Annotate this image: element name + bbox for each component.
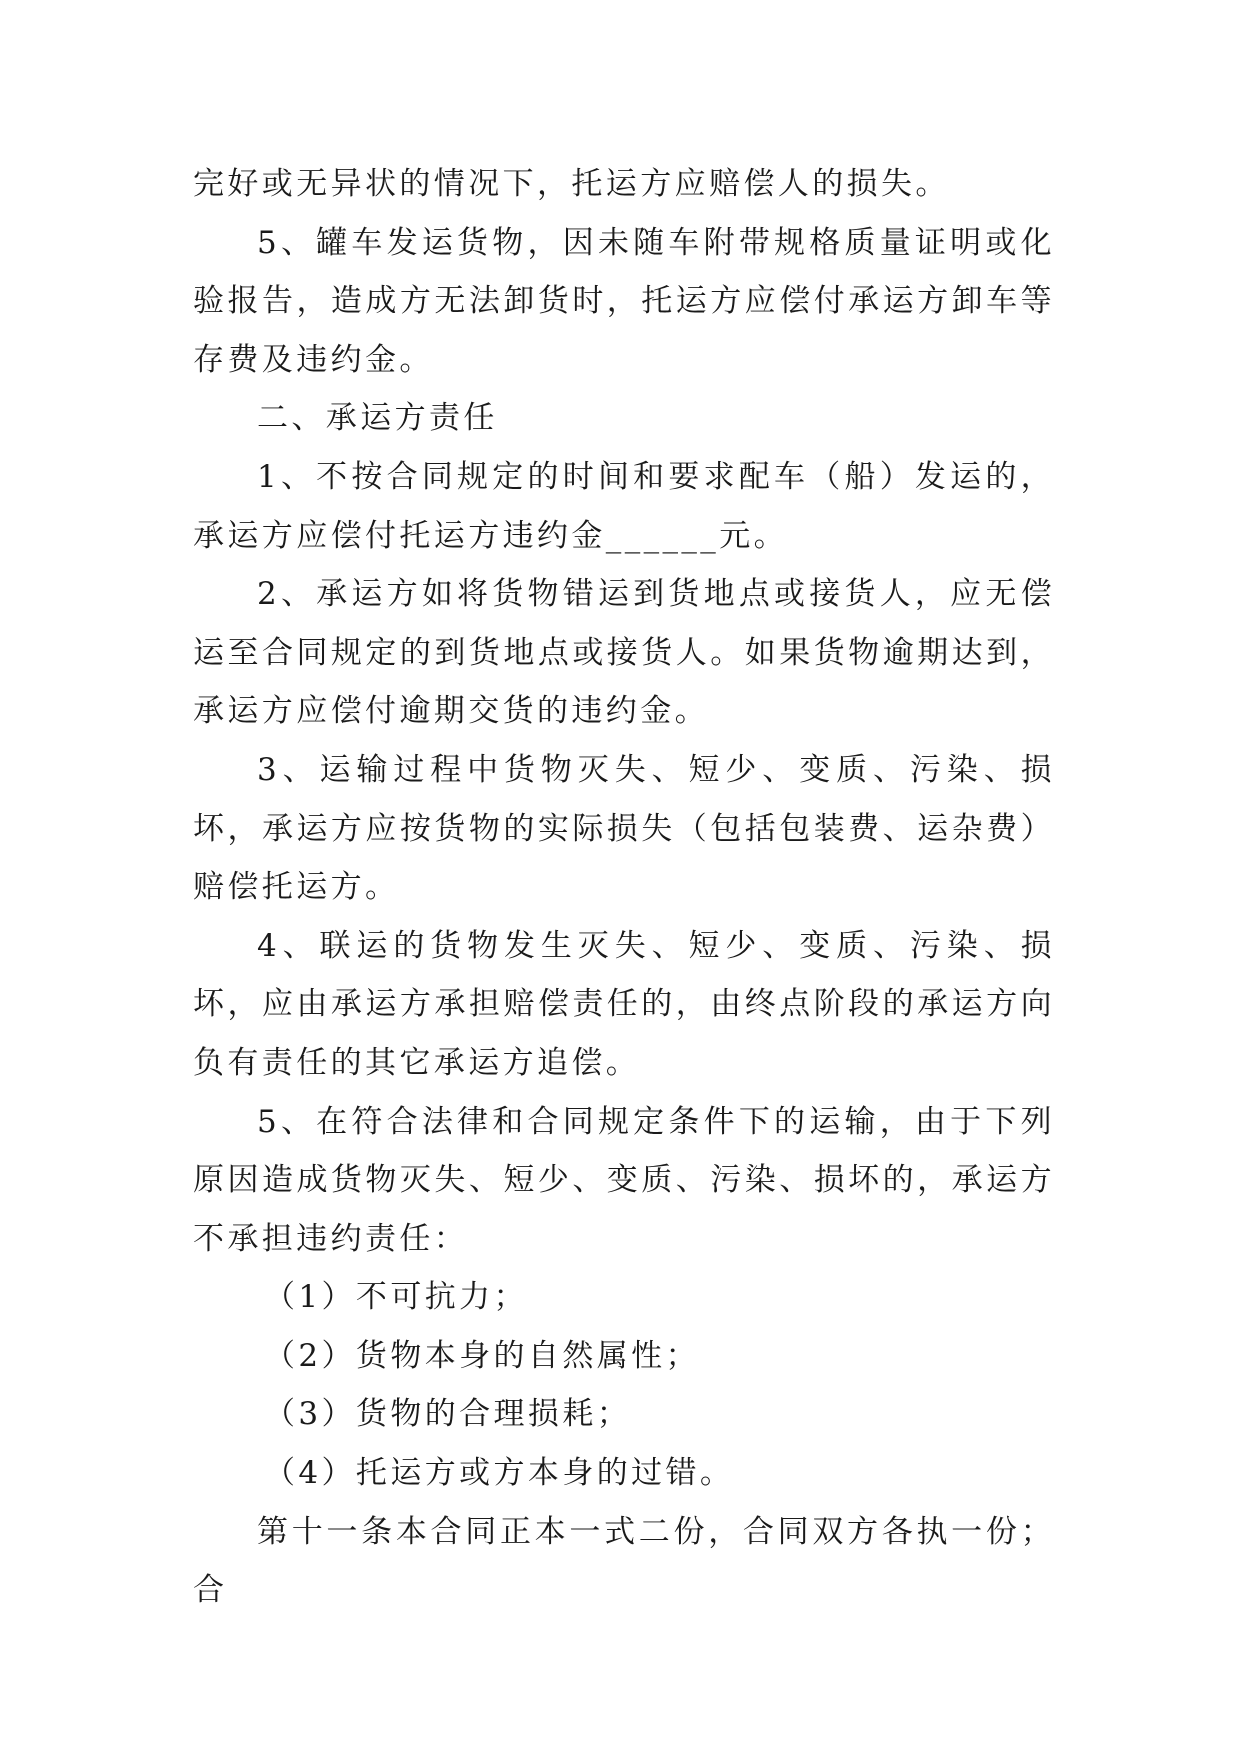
section-heading-carrier-liability: 二、承运方责任 bbox=[257, 400, 498, 437]
paragraph-carrier-clause-3: 3、运输过程中货物灭失、短少、变质、污染、损坏，承运方应按货物的实际损失（包括包装费、运杂费）赔偿托运方。 bbox=[193, 751, 1055, 906]
list-item-reasonable-loss: （3）货物的合理损耗； bbox=[264, 1396, 632, 1433]
list-item-natural-property: （2）货物本身的自然属性； bbox=[264, 1337, 700, 1374]
paragraph-continuation: 完好或无异状的情况下，托运方应赔偿人的损失。 bbox=[193, 166, 950, 202]
paragraph-article-eleven: 第十一条本合同正本一式二份，合同双方各执一份；合 bbox=[193, 1513, 1055, 1609]
paragraph-tank-car-clause: 5、罐车发运货物，因未随车附带规格质量证明或化验报告，造成方无法卸货时，托运方应偿付承运方卸车等存费及违约金。 bbox=[193, 224, 1055, 378]
list-item-force-majeure: （1）不可抗力； bbox=[264, 1279, 528, 1316]
contract-body bbox=[193, 155, 1055, 1620]
list-item-shipper-fault: （4）托运方或方本身的过错。 bbox=[264, 1455, 735, 1492]
paragraph-carrier-clause-2: 2、承运方如将货物错运到货地点或接货人，应无偿运至合同规定的到货地点或接货人。如果货物逾期达到，承运方应偿付逾期交货的违约金。 bbox=[193, 576, 1055, 730]
paragraph-carrier-clause-1: 1、不按合同规定的时间和要求配车（船）发运的，承运方应偿付托运方违约金______元。 bbox=[193, 458, 1055, 554]
paragraph-carrier-clause-5: 5、在符合法律和合同规定条件下的运输，由于下列原因造成货物灭失、短少、变质、污染、损坏的，承运方不承担违约责任： bbox=[193, 1103, 1055, 1257]
paragraph-carrier-clause-4: 4、联运的货物发生灭失、短少、变质、污染、损坏，应由承运方承担赔偿责任的，由终点阶段的承运方向负有责任的其它承运方追偿。 bbox=[193, 927, 1055, 1081]
